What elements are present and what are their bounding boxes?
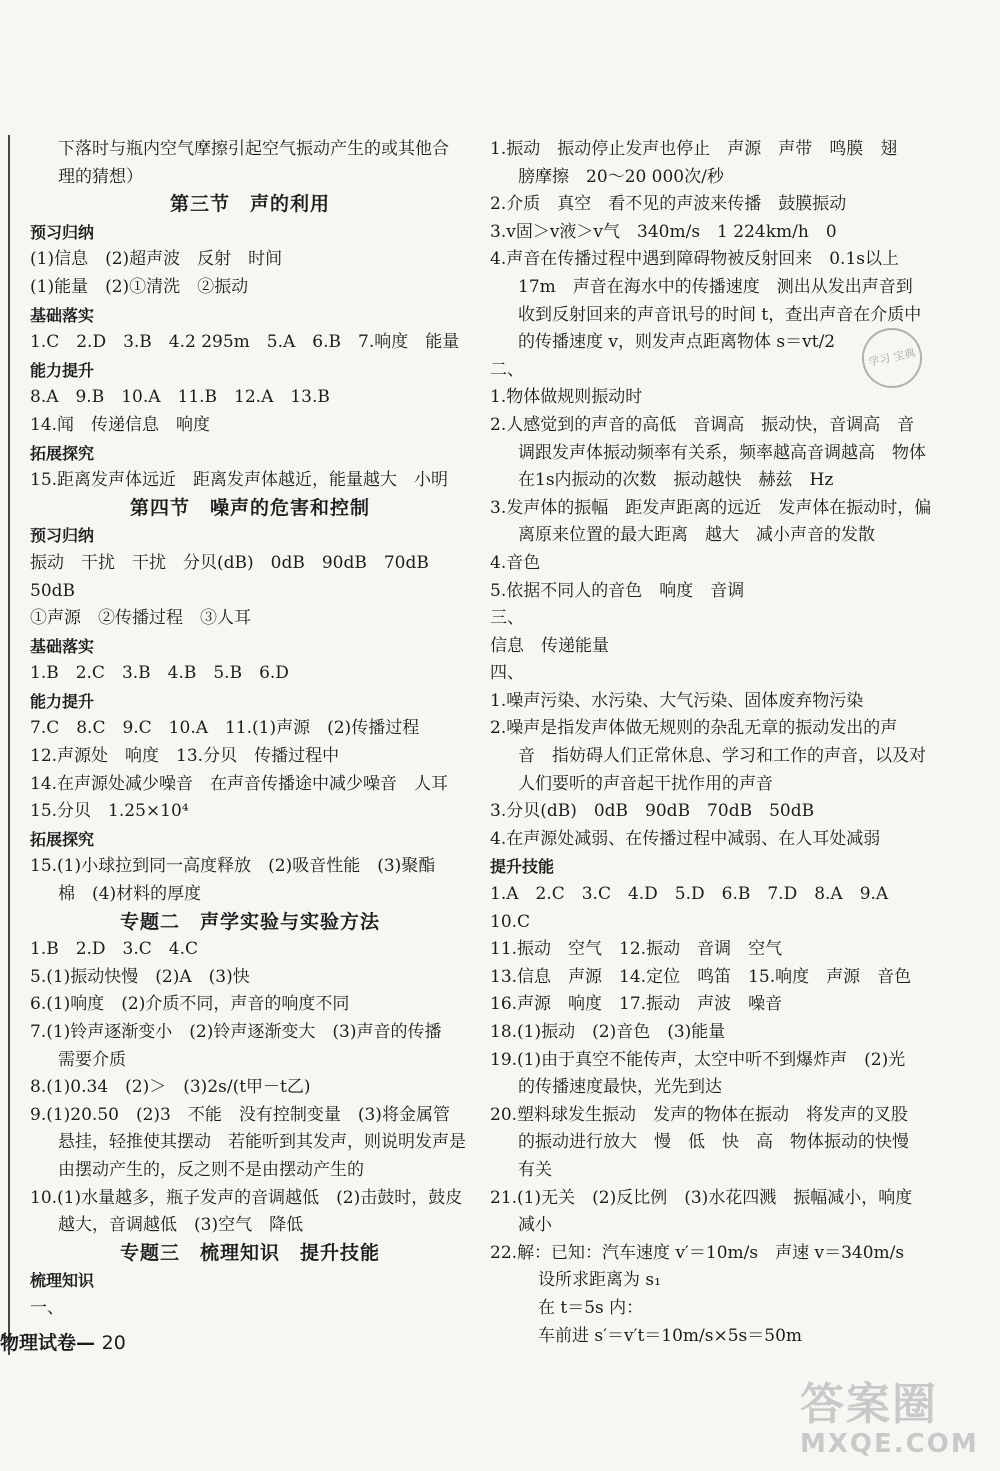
answer-line: 四、	[490, 663, 524, 684]
answer-line: 的传播速度最快，光先到达	[518, 1077, 722, 1098]
answer-line: 离原来位置的最大距离 越大 减小声音的发散	[518, 525, 875, 546]
answer-line: 4.音色	[490, 552, 541, 573]
section-title: 第四节 噪声的危害和控制	[129, 496, 370, 519]
answer-line: 8.A 9.B 10.A 11.B 12.A 13.B	[30, 387, 330, 408]
answer-line: 2.介质 真空 看不见的声波来传播 鼓膜振动	[490, 194, 847, 215]
answer-line: ①声源 ②传播过程 ③人耳	[30, 608, 251, 629]
subsection-heading: 拓展探究	[30, 443, 95, 463]
answer-line: 13.信息 声源 14.定位 鸣笛 15.响度 声源 音色	[490, 966, 912, 987]
answer-line: 由摆动产生的，反之则不是由摆动产生的	[58, 1159, 364, 1180]
answer-line: 振动 干扰 干扰 分贝(dB) 0dB 90dB 70dB	[30, 552, 429, 573]
right-column	[490, 136, 932, 1350]
answer-line: 一、	[30, 1297, 64, 1318]
answer-line: 7.(1)铃声逐渐变小 (2)铃声逐渐变大 (3)声音的传播	[30, 1022, 442, 1042]
answer-line: 5.(1)振动快慢 (2)A (3)快	[30, 966, 250, 987]
answer-line: 调跟发声体振动频率有关系，频率越高音调越高 物体	[518, 442, 926, 463]
answer-line: 在 t＝5s 内：	[538, 1297, 644, 1318]
answer-line: 1.B 2.C 3.B 4.B 5.B 6.D	[30, 663, 289, 684]
answer-line: 有关	[518, 1159, 552, 1180]
answer-line: 1.物体做规则振动时	[490, 387, 643, 408]
subsection-heading: 拓展探究	[30, 829, 95, 849]
answer-line: 11.振动 空气 12.振动 音调 空气	[490, 939, 783, 960]
answer-line: 1.振动 振动停止发声也停止 声源 声带 鸣膜 翅	[490, 139, 898, 159]
subsection-heading: 基础落实	[30, 636, 95, 656]
section-title: 专题三 梳理知识 提升技能	[119, 1241, 380, 1264]
subsection-heading: 提升技能	[490, 857, 555, 877]
answer-line: 棉 (4)材料的厚度	[58, 884, 202, 905]
stamp-text: 学习 宝典	[867, 346, 917, 369]
answer-line: 9.(1)20.50 (2)3 不能 没有控制变量 (3)将金属管	[30, 1104, 450, 1125]
answer-line: 15.(1)小球拉到同一高度释放 (2)吸音性能 (3)聚酯	[30, 856, 436, 877]
answer-line: 越大，音调越低 (3)空气 降低	[58, 1215, 304, 1236]
answer-line: 三、	[490, 608, 524, 629]
answer-line: 人们要听的声音起干扰作用的声音	[518, 773, 773, 794]
answer-line: (1)能量 (2)①清洗 ②振动	[30, 276, 249, 297]
answer-line: 音 指妨碍人们正常休息、学习和工作的声音，以及对	[518, 746, 926, 767]
answer-line: 4.在声源处减弱、在传播过程中减弱、在人耳处减弱	[490, 828, 881, 849]
answer-line: 22.解：已知：汽车速度 v′＝10m/s 声速 v＝340m/s	[490, 1242, 905, 1263]
answer-line: 减小	[518, 1215, 552, 1236]
answer-line: 10.C	[490, 911, 531, 932]
answer-line: (1)信息 (2)超声波 反射 时间	[30, 249, 283, 270]
site-watermark	[800, 1380, 990, 1465]
answer-line: 15.距离发声体远近 距离发声体越近，能量越大 小明	[30, 470, 449, 491]
subsection-heading: 梳理知识	[30, 1271, 95, 1291]
watermark-logo-text: 答案圈	[800, 1379, 938, 1430]
answer-line: 3.v固＞v液＞v气 340m/s 1 224km/h 0	[490, 221, 837, 242]
binding-margin-line	[8, 135, 10, 1355]
section-title: 专题二 声学实验与实验方法	[119, 910, 380, 933]
page-footer	[0, 1328, 126, 1355]
answer-line: 50dB	[30, 580, 76, 601]
answer-line: 8.(1)0.34 (2)＞ (3)2s/(t甲－t乙)	[30, 1077, 311, 1098]
answer-line: 1.噪声污染、水污染、大气污染、固体废弃物污染	[490, 690, 864, 711]
answer-line: 2.噪声是指发声体做无规则的杂乱无章的振动发出的声	[490, 718, 898, 739]
answer-line: 1.B 2.D 3.C 4.C	[30, 939, 199, 960]
answer-line: 6.(1)响度 (2)介质不同，声音的响度不同	[30, 994, 350, 1015]
answer-line: 下落时与瓶内空气摩擦引起空气振动产生的或其他合	[58, 139, 449, 159]
answer-line: 4.声音在传播过程中遇到障碍物被反射回来 0.1s以上	[490, 249, 899, 270]
answer-line: 1.A 2.C 3.C 4.D 5.D 6.B 7.D 8.A 9.A	[490, 884, 889, 905]
answer-line: 14.闻 传递信息 响度	[30, 414, 211, 435]
section-title: 第三节 声的利用	[169, 193, 330, 216]
answer-line: 7.C 8.C 9.C 10.A 11.(1)声源 (2)传播过程	[30, 718, 420, 739]
answer-line: 18.(1)振动 (2)音色 (3)能量	[490, 1022, 726, 1042]
answer-line: 19.(1)由于真空不能传声，太空中听不到爆炸声 (2)光	[490, 1049, 906, 1070]
subsection-heading: 预习归纳	[30, 222, 95, 242]
answer-line: 车前进 s′＝v′t＝10m/s×5s＝50m	[538, 1325, 803, 1346]
answer-line: 17m 声音在海水中的传播速度 测出从发出声音到	[518, 276, 913, 297]
answer-line: 15.分贝 1.25×10⁴	[30, 801, 189, 822]
answer-line: 12.声源处 响度 13.分贝 传播过程中	[30, 746, 340, 767]
answer-line: 1.C 2.D 3.B 4.2 295m 5.A 6.B 7.响度 能量	[30, 332, 460, 353]
answer-line: 设所求距离为 s₁	[538, 1270, 661, 1291]
answer-line: 5.依据不同人的音色 响度 音调	[490, 580, 745, 601]
answer-line: 3.分贝(dB) 0dB 90dB 70dB 50dB	[490, 801, 815, 822]
answer-line: 20.塑料球发生振动 发声的物体在振动 将发声的叉股	[490, 1104, 909, 1125]
watermark-url: MXQE.COM	[800, 1429, 979, 1459]
answer-line: 二、	[490, 359, 524, 380]
footer-subject: 物理试卷—	[0, 1332, 96, 1354]
answer-line: 16.声源 响度 17.振动 声波 噪音	[490, 994, 783, 1015]
subsection-heading: 预习归纳	[30, 526, 95, 546]
answer-line: 收到反射回来的声音讯号的时间 t，查出声音在介质中	[518, 304, 922, 325]
answer-line: 理的猜想）	[58, 166, 143, 187]
subsection-heading: 能力提升	[30, 360, 95, 380]
answer-line: 信息 传递能量	[490, 635, 609, 656]
page-number: 20	[101, 1332, 126, 1354]
answer-line: 14.在声源处减少噪音 在声音传播途中减少噪音 人耳	[30, 773, 449, 794]
answer-line: 2.人感觉到的声音的高低 音调高 振动快，音调高 音	[490, 414, 915, 435]
answer-line: 的传播速度 v，则发声点距离物体 s＝vt/2	[518, 332, 836, 353]
answer-line: 3.发声体的振幅 距发声距离的远近 发声体在振动时，偏	[490, 497, 932, 518]
left-column	[30, 136, 470, 1323]
subsection-heading: 基础落实	[30, 305, 95, 325]
answer-line: 21.(1)无关 (2)反比例 (3)水花四溅 振幅减小，响度	[490, 1187, 913, 1208]
answer-line: 需要介质	[58, 1049, 126, 1070]
answer-line: 悬挂，轻推使其摆动 若能听到其发声，则说明发声是	[58, 1132, 466, 1153]
subsection-heading: 能力提升	[30, 691, 95, 711]
answer-line: 膀摩擦 20～20 000次/秒	[518, 166, 724, 187]
answer-line: 在1s内振动的次数 振动越快 赫兹 Hz	[518, 470, 834, 491]
answer-line: 的振动进行放大 慢 低 快 高 物体振动的快慢	[518, 1132, 909, 1153]
answer-line: 10.(1)水量越多，瓶子发声的音调越低 (2)击鼓时，鼓皮	[30, 1187, 463, 1208]
